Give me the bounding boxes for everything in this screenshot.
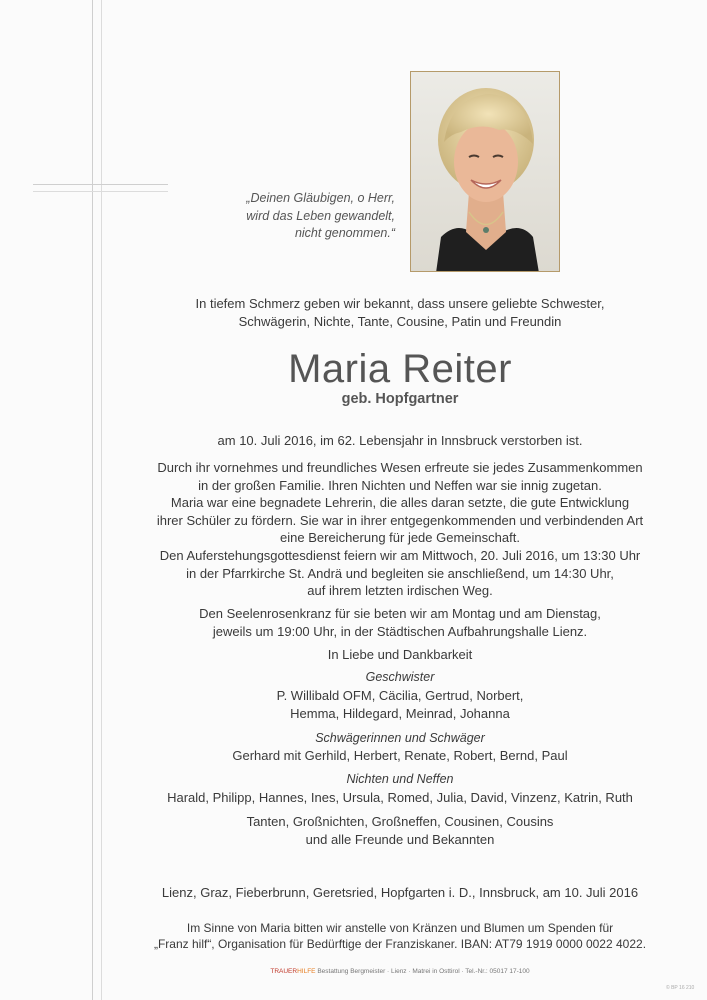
maiden-name: geb. Hopfgartner: [341, 391, 459, 407]
brand-logo-part: HILFE: [297, 968, 316, 975]
mourner-line: Hemma, Hildegard, Meinrad, Johanna: [290, 705, 510, 721]
cross-line: [33, 184, 168, 185]
cross-line: [92, 0, 93, 1000]
footer-text: Bestattung Bergmeister · Lienz · Matrei in Osttirol · Tel.-Nr.: 05017 17-100: [315, 968, 530, 975]
rosary-info: [120, 605, 680, 640]
bio-line: Maria war eine begnadete Lehrerin, die alles daran setzte, die gute Entwicklung: [170, 495, 630, 510]
brand-logo-part: TRAUER: [270, 968, 298, 975]
group-nieces-nephews: [120, 789, 680, 807]
quote-line: nicht genommen.“: [294, 226, 395, 240]
deceased-name: Maria Reiter: [288, 347, 512, 391]
funeral-line: in der Pfarrkirche St. Andrä und begleiten sie anschließend, um 14:30 Uhr,: [186, 565, 614, 581]
group-title-in-laws: Schwägerinnen und Schwäger: [315, 731, 485, 745]
bio-line: eine Bereicherung für jede Gemeinschaft.: [280, 530, 520, 545]
bio-line: ihrer Schüler zu fördern. Sie war in ihrer entgegenkommenden und verbindenden Art: [156, 512, 644, 528]
bible-quote: [215, 190, 395, 243]
rosary-line: jeweils um 19:00 Uhr, in der Städtischen Aufbahrungshalle Lienz.: [212, 623, 588, 639]
intro-text: [120, 295, 680, 330]
request-line: Im Sinne von Maria bitten wir anstelle von Kränzen und Blumen um Spenden für: [186, 921, 614, 935]
corner-code: © BP 16 210: [666, 985, 695, 991]
bio-line: in der großen Familie. Ihren Nichten und Neffen war sie innig zugetan.: [198, 477, 602, 493]
mourner-line: P. Willibald OFM, Cäcilia, Gertrud, Norbert,: [276, 688, 524, 703]
funeral-home-footer: [200, 967, 600, 977]
rosary-line: Den Seelenrosenkranz für sie beten wir am Montag und am Dienstag,: [199, 606, 601, 621]
mourner-line: Gerhard mit Gerhild, Herbert, Renate, Robert, Bernd, Paul: [232, 748, 568, 763]
other-relatives: [120, 813, 680, 848]
place-date: Lienz, Graz, Fieberbrunn, Geretsried, Hopfgarten i. D., Innsbruck, am 10. Juli 2016: [161, 885, 639, 900]
death-statement: am 10. Juli 2016, im 62. Lebensjahr in Innsbruck verstorben ist.: [217, 433, 583, 448]
cross-line: [101, 0, 102, 1000]
group-in-laws: [120, 747, 680, 765]
funeral-line: auf ihrem letzten irdischen Weg.: [307, 583, 493, 598]
intro-line: Schwägerin, Nichte, Tante, Cousine, Patin und Freundin: [238, 313, 562, 329]
portrait-image: [411, 72, 560, 272]
biography: [120, 459, 680, 547]
cross-line: [33, 191, 168, 192]
donation-request: [120, 920, 680, 952]
group-title-siblings: Geschwister: [365, 670, 435, 684]
relatives-line: Tanten, Großnichten, Großneffen, Cousinen, Cousins: [246, 814, 554, 829]
request-line: „Franz hilf“, Organisation für Bedürftige der Franziskaner. IBAN: AT79 1919 0000 0022 4022.: [153, 937, 647, 951]
bio-line: Durch ihr vornehmes und freundliches Wesen erfreute sie jedes Zusammenkommen: [157, 460, 643, 475]
group-siblings: [120, 687, 680, 722]
mourner-line: Harald, Philipp, Hannes, Ines, Ursula, Romed, Julia, David, Vinzenz, Katrin, Ruth: [167, 790, 633, 805]
funeral-line: Den Auferstehungsgottesdienst feiern wir am Mittwoch, 20. Juli 2016, um 13:30 Uhr: [159, 548, 641, 563]
quote-line: wird das Leben gewandelt,: [246, 208, 395, 223]
portrait-photo: [410, 71, 560, 272]
funeral-info: [120, 547, 680, 600]
relatives-line: und alle Freunde und Bekannten: [305, 831, 495, 847]
quote-line: „Deinen Gläubigen, o Herr,: [246, 191, 395, 205]
thanks-line: In Liebe und Dankbarkeit: [327, 647, 473, 662]
group-title-nieces-nephews: Nichten und Neffen: [346, 772, 454, 786]
intro-line: In tiefem Schmerz geben wir bekannt, dass unsere geliebte Schwester,: [195, 296, 605, 311]
